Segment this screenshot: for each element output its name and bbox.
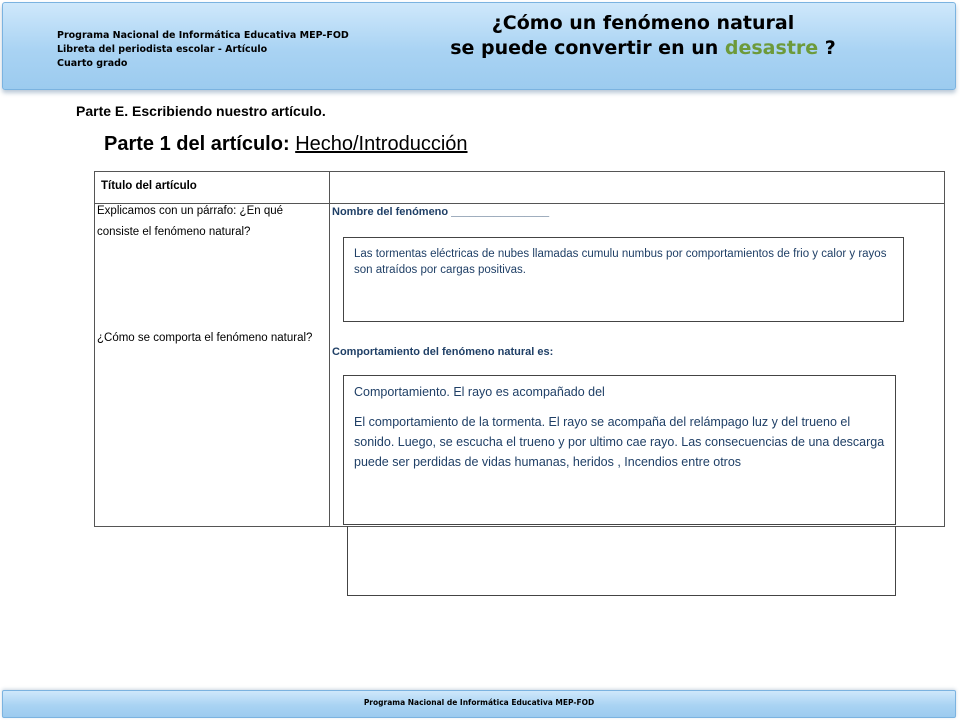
- program-info: [57, 29, 349, 71]
- article-part-lead: Parte 1 del artículo:: [104, 133, 290, 155]
- section-heading: Parte E. Escribiendo nuestro artículo.: [76, 103, 326, 119]
- header-banner: [2, 2, 956, 90]
- column-divider: [329, 172, 330, 526]
- phenomenon-answer-box[interactable]: [343, 237, 904, 322]
- page-title: [443, 11, 843, 61]
- program-name: Programa Nacional de Informática Educativa MEP-FOD: [57, 30, 349, 41]
- notebook-name: Libreta del periodista escolar - Artículo: [57, 44, 268, 55]
- title-line-2: [443, 36, 843, 61]
- title-line-1: ¿Cómo un fenómeno natural: [491, 12, 795, 34]
- article-part-heading: [104, 133, 468, 156]
- behavior-answer-box[interactable]: [343, 375, 896, 525]
- footer-text: Programa Nacional de Informática Educativa MEP-FOD: [363, 698, 595, 707]
- article-part-topic: Hecho/Introducción: [295, 133, 468, 155]
- title-end: ?: [824, 37, 836, 59]
- behavior-answer-paragraph: El comportamiento de la tormenta. El rayo se acompaña del relámpago luz y del trueno el sonido. Luego, se escucha el trueno y por ultimo cae rayo. Las consecuencias de una descarga puede ser perdidas de vidas humanas, heridos , Incendios entre otros: [354, 415, 885, 469]
- question-behavior: ¿Cómo se comporta el fenómeno natural?: [97, 332, 313, 344]
- empty-answer-box[interactable]: [347, 526, 896, 596]
- behavior-answer-line-1: Comportamiento. El rayo es acompañado del: [354, 385, 605, 399]
- title-line-2-start: se puede convertir en un: [450, 37, 719, 59]
- title-highlight: desastre: [724, 37, 819, 59]
- grade-label: Cuarto grado: [57, 58, 128, 69]
- footer-banner: [2, 690, 956, 718]
- title-label: Título del artículo: [101, 180, 197, 192]
- behavior-label: Comportamiento del fenómeno natural es:: [332, 346, 554, 358]
- question-phenomenon: Explicamos con un párrafo: ¿En qué consiste el fenómeno natural?: [97, 205, 284, 238]
- phenomenon-answer-text: Las tormentas eléctricas de nubes llamadas cumulu numbus por comportamientos de frio y calor y rayos son atraídos por cargas positivas.: [354, 248, 887, 276]
- phenomenon-name-label: Nombre del fenómeno ________________: [332, 206, 550, 218]
- title-row: [95, 172, 944, 204]
